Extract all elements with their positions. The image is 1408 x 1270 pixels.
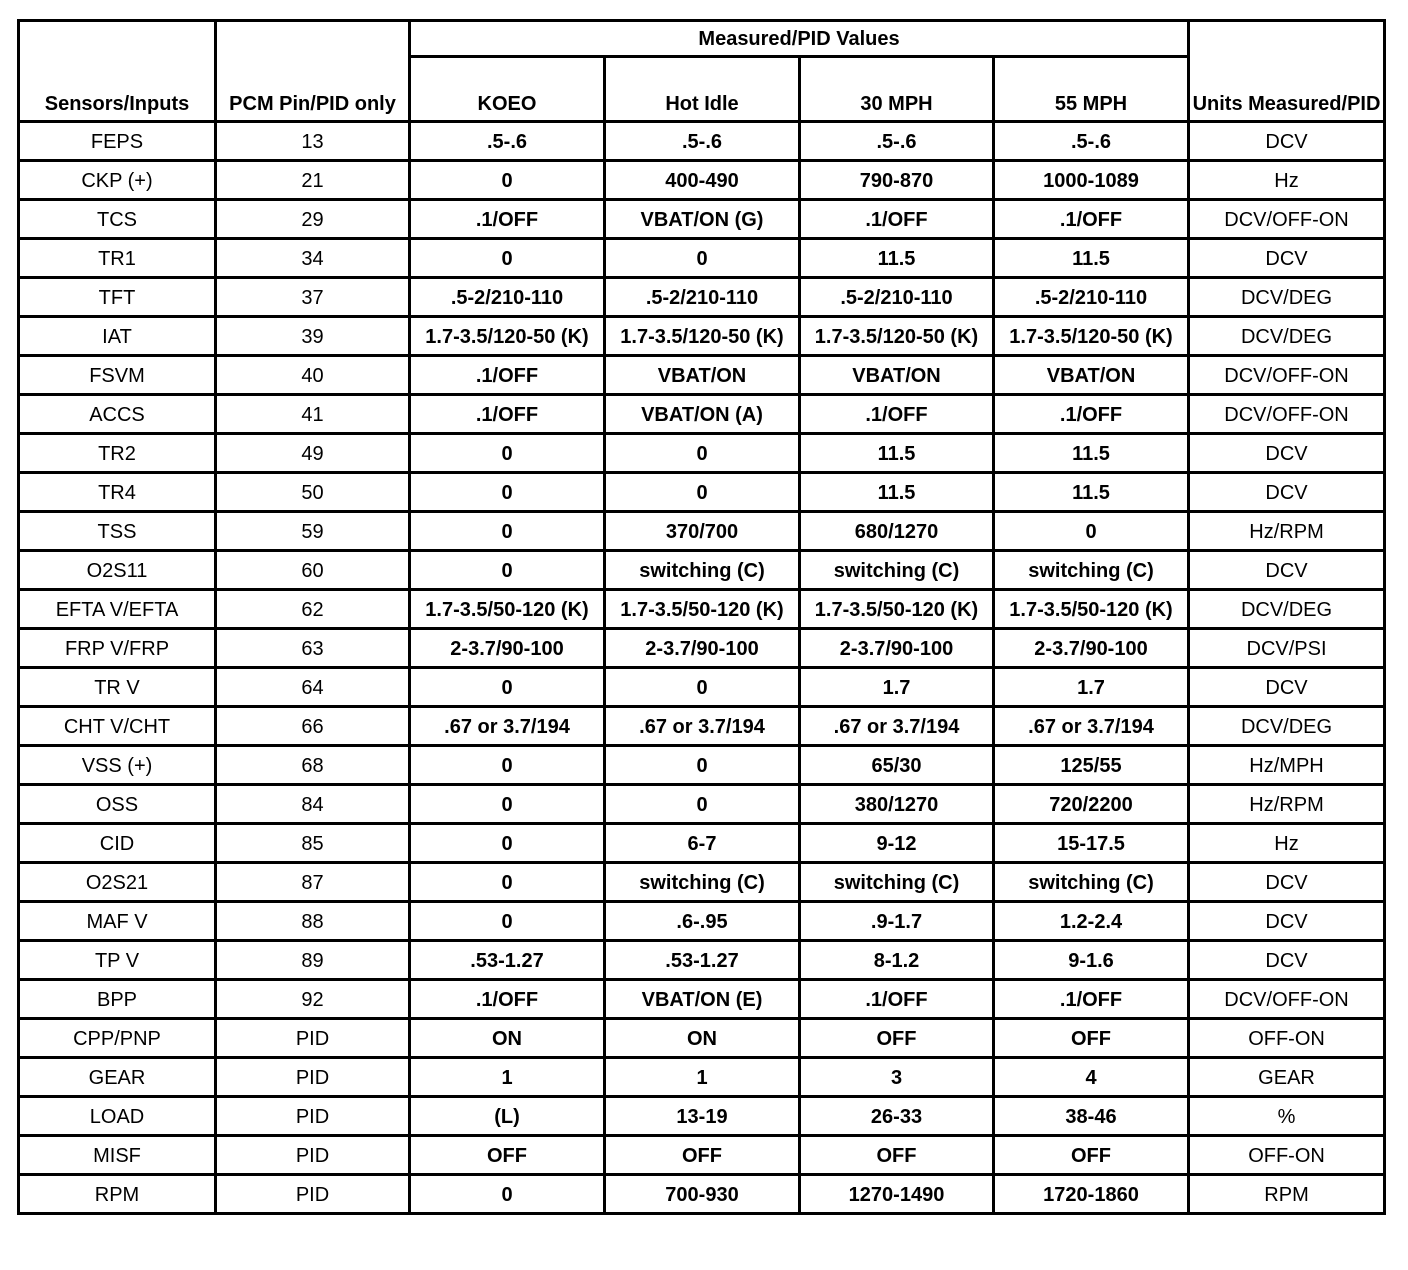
mph55-cell: 720/2200 xyxy=(994,785,1189,824)
mph55-cell: .5-.6 xyxy=(994,122,1189,161)
mph30-cell: VBAT/ON xyxy=(800,356,994,395)
units-cell: % xyxy=(1189,1097,1385,1136)
sensor-cell: CID xyxy=(19,824,216,863)
pin-cell: 87 xyxy=(216,863,410,902)
header-units: Units Measured/PID xyxy=(1189,21,1385,122)
mph55-cell: .1/OFF xyxy=(994,980,1189,1019)
hot-idle-cell: 0 xyxy=(605,785,800,824)
mph30-cell: switching (C) xyxy=(800,551,994,590)
table-row xyxy=(19,980,1385,1019)
header-pin: PCM Pin/PID only xyxy=(216,21,410,122)
mph55-cell: .5-2/210-110 xyxy=(994,278,1189,317)
pin-cell: 68 xyxy=(216,746,410,785)
pin-cell: 66 xyxy=(216,707,410,746)
hot-idle-cell: VBAT/ON (G) xyxy=(605,200,800,239)
pin-cell: PID xyxy=(216,1175,410,1214)
sensor-cell: GEAR xyxy=(19,1058,216,1097)
units-cell: DCV/DEG xyxy=(1189,278,1385,317)
koeo-cell: 0 xyxy=(410,863,605,902)
sensor-cell: CKP (+) xyxy=(19,161,216,200)
mph55-cell: .1/OFF xyxy=(994,200,1189,239)
mph55-cell: 11.5 xyxy=(994,473,1189,512)
header-sensors: Sensors/Inputs xyxy=(19,21,216,122)
koeo-cell: .67 or 3.7/194 xyxy=(410,707,605,746)
table-row xyxy=(19,1097,1385,1136)
koeo-cell: 0 xyxy=(410,434,605,473)
sensor-cell: TR1 xyxy=(19,239,216,278)
units-cell: DCV xyxy=(1189,434,1385,473)
sensor-cell: IAT xyxy=(19,317,216,356)
table-row xyxy=(19,239,1385,278)
mph30-cell: switching (C) xyxy=(800,863,994,902)
units-cell: DCV/OFF-ON xyxy=(1189,980,1385,1019)
mph30-cell: .1/OFF xyxy=(800,395,994,434)
mph30-cell: 2-3.7/90-100 xyxy=(800,629,994,668)
mph55-cell: 0 xyxy=(994,512,1189,551)
units-cell: DCV xyxy=(1189,122,1385,161)
hot-idle-cell: 1 xyxy=(605,1058,800,1097)
pin-cell: 84 xyxy=(216,785,410,824)
units-cell: DCV xyxy=(1189,863,1385,902)
table-row xyxy=(19,317,1385,356)
units-cell: DCV/DEG xyxy=(1189,590,1385,629)
pin-cell: 40 xyxy=(216,356,410,395)
header-koeo: KOEO xyxy=(410,57,605,122)
pin-cell: 50 xyxy=(216,473,410,512)
koeo-cell: .1/OFF xyxy=(410,980,605,1019)
koeo-cell: 0 xyxy=(410,746,605,785)
units-cell: DCV/OFF-ON xyxy=(1189,200,1385,239)
units-cell: OFF-ON xyxy=(1189,1019,1385,1058)
hot-idle-cell: VBAT/ON (A) xyxy=(605,395,800,434)
table-header xyxy=(19,21,1385,122)
table-row xyxy=(19,434,1385,473)
pin-cell: 21 xyxy=(216,161,410,200)
mph55-cell: 11.5 xyxy=(994,434,1189,473)
mph55-cell: 125/55 xyxy=(994,746,1189,785)
sensor-cell: CHT V/CHT xyxy=(19,707,216,746)
mph30-cell: 680/1270 xyxy=(800,512,994,551)
hot-idle-cell: 2-3.7/90-100 xyxy=(605,629,800,668)
sensor-cell: TR2 xyxy=(19,434,216,473)
table-row xyxy=(19,863,1385,902)
table-row xyxy=(19,551,1385,590)
table-row xyxy=(19,707,1385,746)
table-row xyxy=(19,1175,1385,1214)
pin-cell: PID xyxy=(216,1058,410,1097)
units-cell: DCV/DEG xyxy=(1189,317,1385,356)
header-30-mph: 30 MPH xyxy=(800,57,994,122)
koeo-cell: 0 xyxy=(410,668,605,707)
koeo-cell: ON xyxy=(410,1019,605,1058)
mph55-cell: 1000-1089 xyxy=(994,161,1189,200)
koeo-cell: 1.7-3.5/120-50 (K) xyxy=(410,317,605,356)
hot-idle-cell: .67 or 3.7/194 xyxy=(605,707,800,746)
sensor-cell: EFTA V/EFTA xyxy=(19,590,216,629)
table-row xyxy=(19,590,1385,629)
mph30-cell: 1.7-3.5/50-120 (K) xyxy=(800,590,994,629)
units-cell: Hz xyxy=(1189,824,1385,863)
pin-cell: 60 xyxy=(216,551,410,590)
pin-cell: 88 xyxy=(216,902,410,941)
pin-cell: PID xyxy=(216,1097,410,1136)
koeo-cell: 0 xyxy=(410,785,605,824)
table-row xyxy=(19,746,1385,785)
mph55-cell: OFF xyxy=(994,1019,1189,1058)
mph55-cell: 9-1.6 xyxy=(994,941,1189,980)
sensor-cell: MISF xyxy=(19,1136,216,1175)
mph30-cell: .67 or 3.7/194 xyxy=(800,707,994,746)
table-row xyxy=(19,278,1385,317)
hot-idle-cell: 400-490 xyxy=(605,161,800,200)
mph30-cell: .5-2/210-110 xyxy=(800,278,994,317)
sensor-cell: TR V xyxy=(19,668,216,707)
sensor-cell: FRP V/FRP xyxy=(19,629,216,668)
units-cell: DCV/PSI xyxy=(1189,629,1385,668)
mph30-cell: 9-12 xyxy=(800,824,994,863)
koeo-cell: OFF xyxy=(410,1136,605,1175)
mph55-cell: 1.7-3.5/120-50 (K) xyxy=(994,317,1189,356)
units-cell: DCV xyxy=(1189,668,1385,707)
mph55-cell: 15-17.5 xyxy=(994,824,1189,863)
pin-cell: 59 xyxy=(216,512,410,551)
mph55-cell: 1.7 xyxy=(994,668,1189,707)
sensor-cell: RPM xyxy=(19,1175,216,1214)
mph55-cell: 1.7-3.5/50-120 (K) xyxy=(994,590,1189,629)
mph55-cell: 2-3.7/90-100 xyxy=(994,629,1189,668)
koeo-cell: 1.7-3.5/50-120 (K) xyxy=(410,590,605,629)
mph30-cell: 11.5 xyxy=(800,434,994,473)
koeo-cell: .5-.6 xyxy=(410,122,605,161)
sensor-cell: FEPS xyxy=(19,122,216,161)
koeo-cell: .53-1.27 xyxy=(410,941,605,980)
table-row xyxy=(19,668,1385,707)
mph30-cell: 26-33 xyxy=(800,1097,994,1136)
sensor-cell: VSS (+) xyxy=(19,746,216,785)
hot-idle-cell: OFF xyxy=(605,1136,800,1175)
units-cell: DCV xyxy=(1189,941,1385,980)
pin-cell: 64 xyxy=(216,668,410,707)
hot-idle-cell: 1.7-3.5/120-50 (K) xyxy=(605,317,800,356)
hot-idle-cell: 6-7 xyxy=(605,824,800,863)
pin-cell: 13 xyxy=(216,122,410,161)
units-cell: DCV xyxy=(1189,239,1385,278)
mph30-cell: 1.7 xyxy=(800,668,994,707)
mph30-cell: .1/OFF xyxy=(800,980,994,1019)
table-row xyxy=(19,395,1385,434)
sensor-cell: TCS xyxy=(19,200,216,239)
koeo-cell: .1/OFF xyxy=(410,200,605,239)
mph30-cell: .9-1.7 xyxy=(800,902,994,941)
hot-idle-cell: 370/700 xyxy=(605,512,800,551)
mph30-cell: .5-.6 xyxy=(800,122,994,161)
pin-cell: 62 xyxy=(216,590,410,629)
units-cell: DCV/OFF-ON xyxy=(1189,395,1385,434)
mph30-cell: 3 xyxy=(800,1058,994,1097)
hot-idle-cell: .5-2/210-110 xyxy=(605,278,800,317)
pin-cell: 41 xyxy=(216,395,410,434)
units-cell: Hz/RPM xyxy=(1189,512,1385,551)
koeo-cell: .5-2/210-110 xyxy=(410,278,605,317)
units-cell: DCV xyxy=(1189,902,1385,941)
mph55-cell: 4 xyxy=(994,1058,1189,1097)
koeo-cell: 1 xyxy=(410,1058,605,1097)
hot-idle-cell: VBAT/ON xyxy=(605,356,800,395)
sensor-cell: FSVM xyxy=(19,356,216,395)
sensor-cell: LOAD xyxy=(19,1097,216,1136)
header-row-top xyxy=(19,21,1385,57)
hot-idle-cell: 0 xyxy=(605,473,800,512)
mph55-cell: 11.5 xyxy=(994,239,1189,278)
koeo-cell: 0 xyxy=(410,161,605,200)
hot-idle-cell: 0 xyxy=(605,746,800,785)
pin-cell: 85 xyxy=(216,824,410,863)
pin-cell: 37 xyxy=(216,278,410,317)
mph55-cell: OFF xyxy=(994,1136,1189,1175)
hot-idle-cell: .53-1.27 xyxy=(605,941,800,980)
pid-values-table xyxy=(17,19,1386,1215)
hot-idle-cell: 13-19 xyxy=(605,1097,800,1136)
hot-idle-cell: ON xyxy=(605,1019,800,1058)
mph55-cell: 1720-1860 xyxy=(994,1175,1189,1214)
hot-idle-cell: switching (C) xyxy=(605,863,800,902)
units-cell: DCV xyxy=(1189,473,1385,512)
koeo-cell: .1/OFF xyxy=(410,356,605,395)
units-cell: Hz/MPH xyxy=(1189,746,1385,785)
koeo-cell: 0 xyxy=(410,512,605,551)
koeo-cell: 0 xyxy=(410,1175,605,1214)
table-row xyxy=(19,161,1385,200)
pin-cell: 49 xyxy=(216,434,410,473)
units-cell: DCV xyxy=(1189,551,1385,590)
sensor-cell: BPP xyxy=(19,980,216,1019)
koeo-cell: 0 xyxy=(410,824,605,863)
mph55-cell: switching (C) xyxy=(994,863,1189,902)
pin-cell: 29 xyxy=(216,200,410,239)
table-row xyxy=(19,1019,1385,1058)
pin-cell: PID xyxy=(216,1019,410,1058)
mph30-cell: 380/1270 xyxy=(800,785,994,824)
units-cell: DCV/DEG xyxy=(1189,707,1385,746)
mph30-cell: 1270-1490 xyxy=(800,1175,994,1214)
hot-idle-cell: VBAT/ON (E) xyxy=(605,980,800,1019)
sensor-cell: CPP/PNP xyxy=(19,1019,216,1058)
koeo-cell: .1/OFF xyxy=(410,395,605,434)
koeo-cell: (L) xyxy=(410,1097,605,1136)
pin-cell: 89 xyxy=(216,941,410,980)
mph30-cell: 8-1.2 xyxy=(800,941,994,980)
sensor-cell: ACCS xyxy=(19,395,216,434)
mph30-cell: 11.5 xyxy=(800,239,994,278)
mph30-cell: OFF xyxy=(800,1136,994,1175)
sensor-cell: TFT xyxy=(19,278,216,317)
table-row xyxy=(19,512,1385,551)
table-row xyxy=(19,785,1385,824)
table-row xyxy=(19,1058,1385,1097)
sensor-cell: TR4 xyxy=(19,473,216,512)
hot-idle-cell: switching (C) xyxy=(605,551,800,590)
sensor-cell: TP V xyxy=(19,941,216,980)
mph55-cell: VBAT/ON xyxy=(994,356,1189,395)
koeo-cell: 0 xyxy=(410,902,605,941)
units-cell: DCV/OFF-ON xyxy=(1189,356,1385,395)
table-row xyxy=(19,200,1385,239)
sensor-cell: MAF V xyxy=(19,902,216,941)
units-cell: Hz/RPM xyxy=(1189,785,1385,824)
koeo-cell: 0 xyxy=(410,551,605,590)
mph30-cell: 11.5 xyxy=(800,473,994,512)
table-row xyxy=(19,356,1385,395)
pin-cell: 34 xyxy=(216,239,410,278)
hot-idle-cell: 0 xyxy=(605,668,800,707)
units-cell: GEAR xyxy=(1189,1058,1385,1097)
hot-idle-cell: 1.7-3.5/50-120 (K) xyxy=(605,590,800,629)
table-row xyxy=(19,122,1385,161)
units-cell: RPM xyxy=(1189,1175,1385,1214)
table-row xyxy=(19,1136,1385,1175)
koeo-cell: 2-3.7/90-100 xyxy=(410,629,605,668)
pin-cell: PID xyxy=(216,1136,410,1175)
table-row xyxy=(19,473,1385,512)
hot-idle-cell: 0 xyxy=(605,434,800,473)
table-row xyxy=(19,902,1385,941)
mph30-cell: .1/OFF xyxy=(800,200,994,239)
koeo-cell: 0 xyxy=(410,473,605,512)
mph30-cell: 790-870 xyxy=(800,161,994,200)
mph55-cell: 1.2-2.4 xyxy=(994,902,1189,941)
mph55-cell: .67 or 3.7/194 xyxy=(994,707,1189,746)
sensor-cell: O2S21 xyxy=(19,863,216,902)
hot-idle-cell: .6-.95 xyxy=(605,902,800,941)
header-measured-group: Measured/PID Values xyxy=(410,21,1189,57)
hot-idle-cell: .5-.6 xyxy=(605,122,800,161)
mph55-cell: 38-46 xyxy=(994,1097,1189,1136)
table-row xyxy=(19,629,1385,668)
hot-idle-cell: 700-930 xyxy=(605,1175,800,1214)
koeo-cell: 0 xyxy=(410,239,605,278)
mph55-cell: switching (C) xyxy=(994,551,1189,590)
mph55-cell: .1/OFF xyxy=(994,395,1189,434)
sensor-cell: TSS xyxy=(19,512,216,551)
header-hot-idle: Hot Idle xyxy=(605,57,800,122)
sensor-cell: OSS xyxy=(19,785,216,824)
hot-idle-cell: 0 xyxy=(605,239,800,278)
sensor-cell: O2S11 xyxy=(19,551,216,590)
pin-cell: 39 xyxy=(216,317,410,356)
units-cell: Hz xyxy=(1189,161,1385,200)
table-body xyxy=(19,122,1385,1214)
table-row xyxy=(19,941,1385,980)
mph30-cell: 65/30 xyxy=(800,746,994,785)
pin-cell: 63 xyxy=(216,629,410,668)
pin-cell: 92 xyxy=(216,980,410,1019)
mph30-cell: 1.7-3.5/120-50 (K) xyxy=(800,317,994,356)
table-row xyxy=(19,824,1385,863)
mph30-cell: OFF xyxy=(800,1019,994,1058)
header-55-mph: 55 MPH xyxy=(994,57,1189,122)
units-cell: OFF-ON xyxy=(1189,1136,1385,1175)
